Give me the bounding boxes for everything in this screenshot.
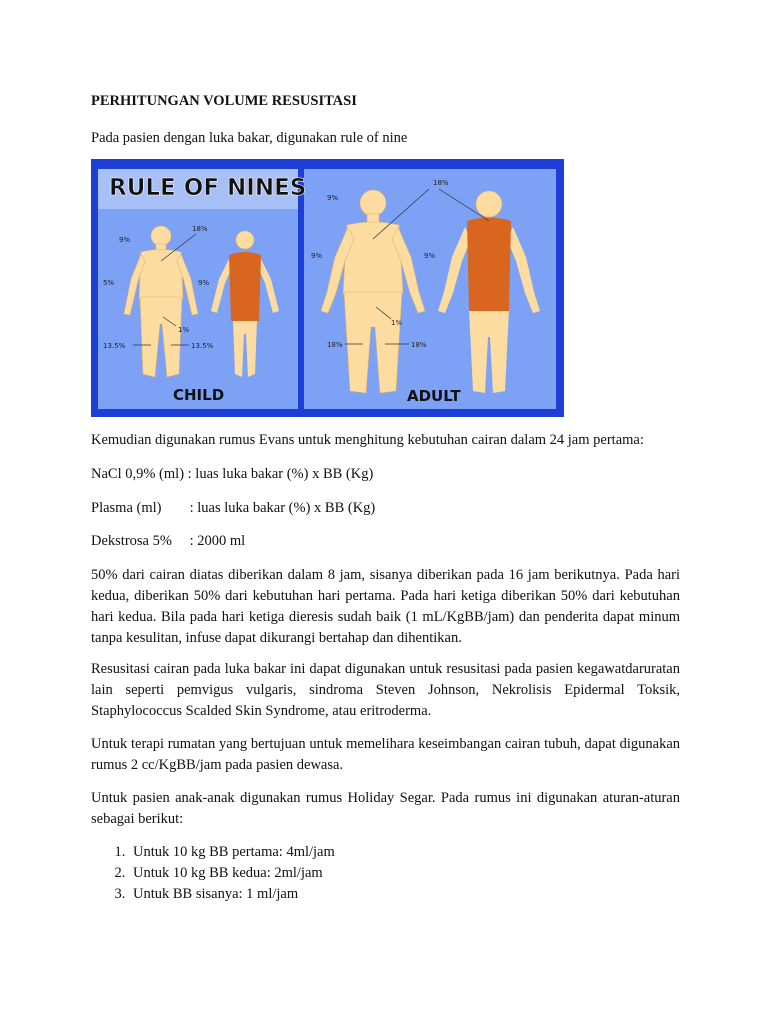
maintenance-paragraph: Untuk terapi rumatan yang bertujuan untuk memelihara keseimbangan cairan tubuh, dapat digunakan rumus 2 cc/KgBB/jam pada pasien dewasa. xyxy=(91,736,680,773)
adult-label: ADULT xyxy=(407,387,461,405)
child-leg-right-label: 13.5% xyxy=(191,342,214,350)
adult-groin-label: 1% xyxy=(391,319,403,327)
formula-label: Plasma (ml) xyxy=(91,500,162,516)
adult-arm-right-label: 9% xyxy=(424,252,436,260)
child-chest-label: 9% xyxy=(119,236,131,244)
child-head-label: 18% xyxy=(192,225,208,233)
child-leg-left-label: 13.5% xyxy=(103,342,126,350)
formula-label: Dekstrosa 5% xyxy=(91,533,172,549)
adult-back-label: 18% xyxy=(433,179,449,187)
child-label: CHILD xyxy=(173,386,225,404)
formula-row xyxy=(91,531,680,552)
resuscitation-paragraph: Resusitasi cairan pada luka bakar ini dapat digunakan untuk resusitasi pada pasien kegawatdaruratan lain seperti pemvigus vulgaris, sindroma Steven Johnson, Nekrolisis Epidermal Toksik, Staphylococcus Scalded Skin Syndrome, atau eritroderma. xyxy=(91,661,680,719)
formula-value: : 2000 ml xyxy=(189,533,246,549)
formula-row xyxy=(91,498,680,519)
rule-of-nines-figure xyxy=(91,159,564,417)
list-item: 1. Untuk 10 kg BB pertama: 4ml/jam xyxy=(129,842,680,863)
adult-panel xyxy=(304,169,556,409)
formula-row xyxy=(91,464,680,485)
list-item: 2. Untuk 10 kg BB kedua: 2ml/jam xyxy=(129,863,680,884)
adult-leg-right-label: 18% xyxy=(411,341,427,349)
schedule-paragraph: 50% dari cairan diatas diberikan dalam 8 jam, sisanya diberikan pada 16 jam berikutnya. Pada hari kedua, diberikan 50% dari kebutuhan hari pertama. Pada hari ketiga diberikan 50% dari kebutuhan hari kedua. Bila pada hari ketiga dieresis sudah baik (1 mL/KgBB/jam) dan penderita dapat minum tanpa kesulitan, infuse dapat dikurangi bertahap dan dihentikan. xyxy=(91,567,680,646)
adult-leg-left-label: 18% xyxy=(327,341,343,349)
intro-text: Pada pasien dengan luka bakar, digunakan rule of nine xyxy=(91,130,408,146)
page-title: PERHITUNGAN VOLUME RESUSITASI xyxy=(91,93,357,109)
evans-intro: Kemudian digunakan rumus Evans untuk menghitung kebutuhan cairan dalam 24 jam pertama: xyxy=(91,432,644,448)
adult-head-label: 9% xyxy=(327,194,339,202)
child-groin-label: 1% xyxy=(178,326,190,334)
rules-list xyxy=(91,842,680,905)
adult-arm-left-label: 9% xyxy=(311,252,323,260)
child-arm-left-label: 5% xyxy=(103,279,115,287)
rules-list-wrapper xyxy=(91,842,680,905)
figure-heading: RULE OF NINES xyxy=(109,175,307,201)
formula-value: : luas luka bakar (%) x BB (Kg) xyxy=(189,500,376,516)
list-item: 3. Untuk BB sisanya: 1 ml/jam xyxy=(129,884,680,905)
child-burn-area xyxy=(229,252,261,321)
formula-label: NaCl 0,9% (ml) xyxy=(91,466,185,482)
holiday-segar-paragraph: Untuk pasien anak-anak digunakan rumus Holiday Segar. Pada rumus ini digunakan aturan-aturan sebagai berikut: xyxy=(91,790,680,827)
adult-burn-area xyxy=(467,218,511,312)
formula-value: : luas luka bakar (%) x BB (Kg) xyxy=(187,466,374,482)
child-arm-right-label: 9% xyxy=(198,279,210,287)
